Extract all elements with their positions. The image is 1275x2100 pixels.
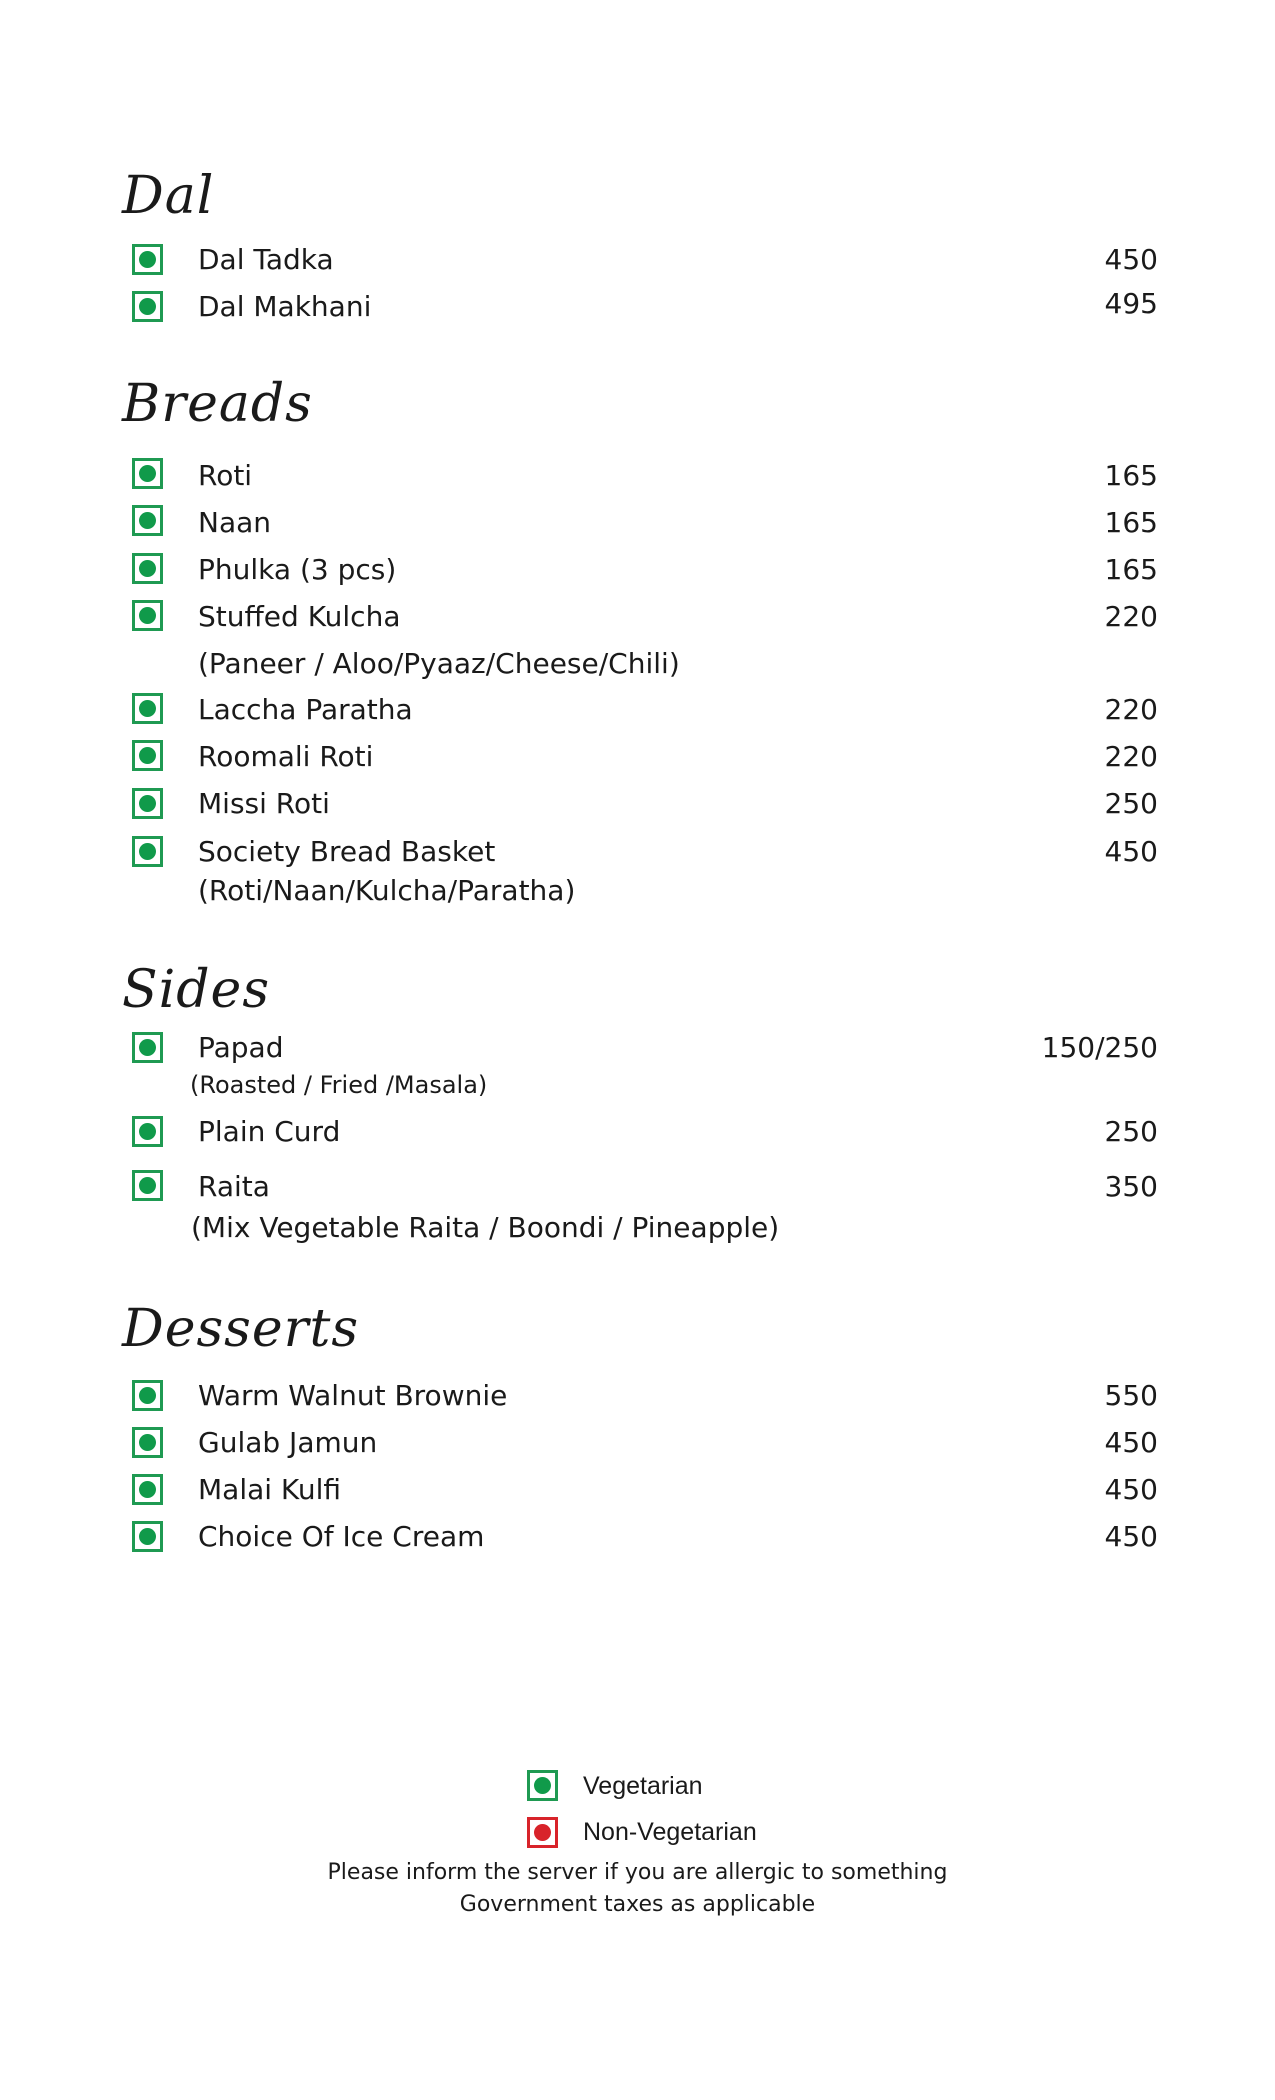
veg-icon: [132, 553, 163, 584]
veg-icon: [132, 1032, 163, 1063]
allergy-note: Please inform the server if you are allergic to something: [327, 1860, 948, 1885]
veg-icon: [132, 1521, 163, 1552]
menu-item-name: Missi Roti: [198, 787, 330, 820]
legend-nonveg-label: Non-Vegetarian: [583, 1818, 757, 1846]
menu-item-name: Roomali Roti: [198, 740, 374, 773]
veg-icon: [132, 788, 163, 819]
menu-item-name: Society Bread Basket: [198, 835, 496, 868]
menu-item-price: 350: [1104, 1170, 1158, 1203]
menu-item-description: (Paneer / Aloo/Pyaaz/Cheese/Chili): [198, 647, 680, 680]
taxes-note: Government taxes as applicable: [459, 1892, 816, 1917]
veg-icon: [132, 244, 163, 275]
veg-icon: [132, 600, 163, 631]
menu-item-description: (Roti/Naan/Kulcha/Paratha): [198, 874, 576, 907]
menu-item-name: Raita: [198, 1170, 270, 1203]
menu-item-price: 250: [1104, 787, 1158, 820]
menu-item-price: 220: [1104, 600, 1158, 633]
veg-icon: [132, 836, 163, 867]
menu-item-name: Roti: [198, 459, 253, 492]
menu-item-name: Dal Tadka: [198, 243, 334, 276]
menu-item-price: 220: [1104, 740, 1158, 773]
menu-item-price: 165: [1104, 459, 1158, 492]
menu-item-price: 150/250: [1041, 1031, 1158, 1064]
menu-item-name: Malai Kulfi: [198, 1473, 342, 1506]
menu-item-name: Laccha Paratha: [198, 693, 413, 726]
veg-icon: [132, 458, 163, 489]
menu-item-name: Stuffed Kulcha: [198, 600, 401, 633]
legend-veg-label: Vegetarian: [583, 1772, 703, 1800]
veg-icon: [132, 1474, 163, 1505]
menu-item-price: 165: [1104, 553, 1158, 586]
menu-item-price: 450: [1104, 243, 1158, 276]
veg-icon: [132, 505, 163, 536]
legend-nonveg-icon: [527, 1817, 558, 1848]
menu-item-price: 450: [1104, 835, 1158, 868]
section-heading-sides: Sides: [122, 960, 270, 1020]
menu-item-price: 220: [1104, 693, 1158, 726]
menu-item-name: Gulab Jamun: [198, 1426, 378, 1459]
menu-item-name: Plain Curd: [198, 1115, 341, 1148]
veg-icon: [132, 740, 163, 771]
menu-item-description: (Mix Vegetable Raita / Boondi / Pineapple): [191, 1211, 780, 1244]
veg-icon: [132, 291, 163, 322]
menu-item-price: 450: [1104, 1520, 1158, 1553]
menu-item-name: Choice Of Ice Cream: [198, 1520, 485, 1553]
veg-icon: [132, 1427, 163, 1458]
menu-item-price: 495: [1104, 287, 1158, 320]
section-heading-desserts: Desserts: [122, 1299, 360, 1359]
menu-item-name: Phulka (3 pcs): [198, 553, 397, 586]
menu-item-price: 450: [1104, 1426, 1158, 1459]
legend-veg-icon: [527, 1770, 558, 1801]
menu-item-name: Naan: [198, 506, 272, 539]
veg-icon: [132, 1116, 163, 1147]
veg-icon: [132, 1170, 163, 1201]
section-heading-dal: Dal: [122, 166, 215, 226]
menu-item-price: 550: [1104, 1379, 1158, 1412]
veg-icon: [132, 693, 163, 724]
menu-item-name: Warm Walnut Brownie: [198, 1379, 508, 1412]
menu-item-name: Dal Makhani: [198, 290, 372, 323]
menu-item-price: 165: [1104, 506, 1158, 539]
menu-item-price: 450: [1104, 1473, 1158, 1506]
menu-item-description: (Roasted / Fried /Masala): [190, 1071, 488, 1099]
section-heading-breads: Breads: [122, 374, 313, 434]
menu-item-name: Papad: [198, 1031, 284, 1064]
menu-item-price: 250: [1104, 1115, 1158, 1148]
veg-icon: [132, 1380, 163, 1411]
